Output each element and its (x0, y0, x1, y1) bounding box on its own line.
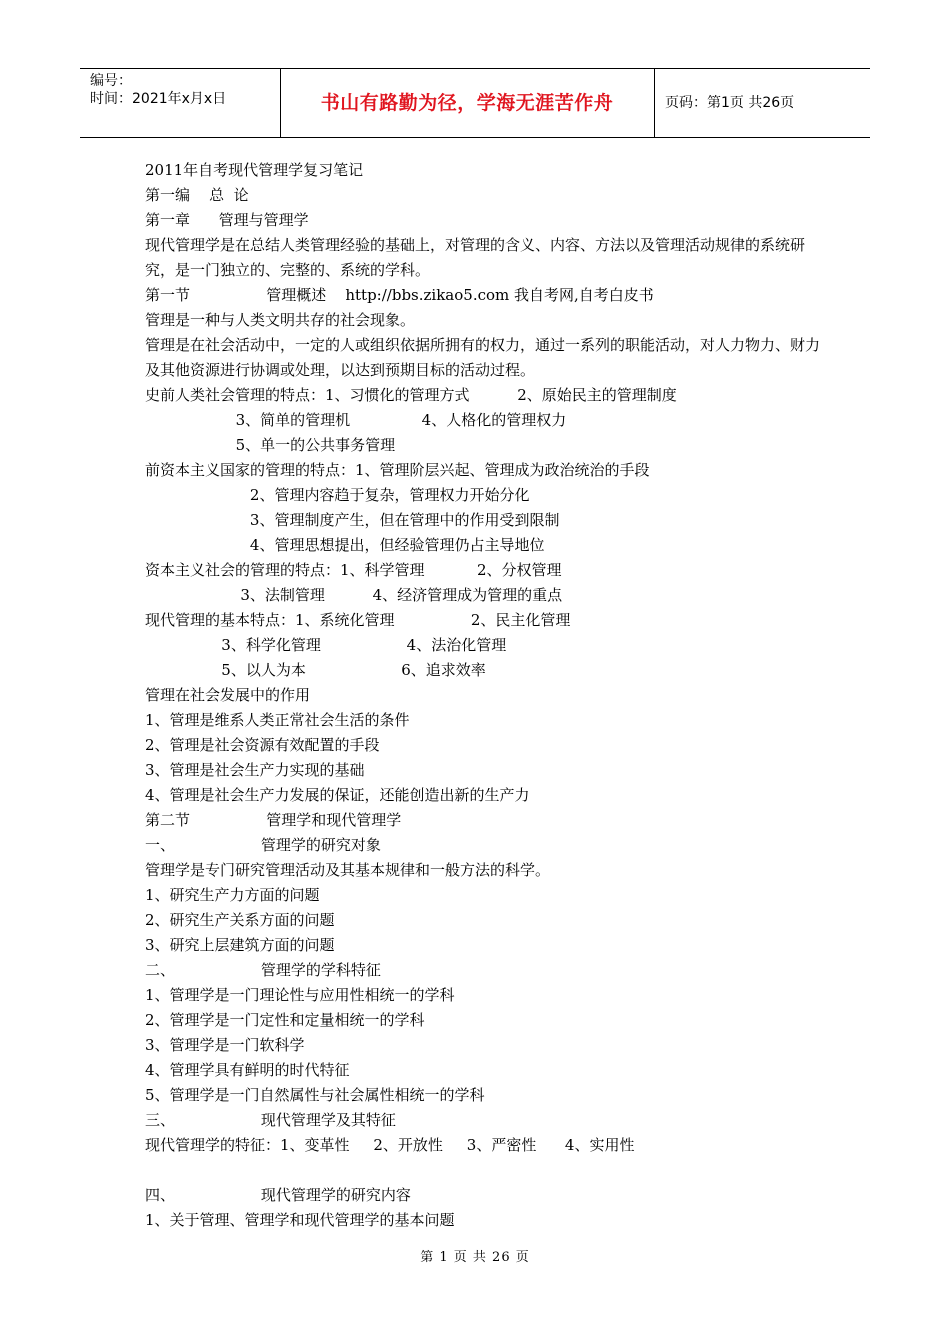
paragraph: 现代管理学是在总结人类管理经验的基础上，对管理的含义、内容、方法以及管理活动规律的系统研究，是一门独立的、完整的、系统的学科。 (145, 236, 806, 279)
document-body (145, 158, 825, 1233)
text-line: 管理在社会发展中的作用 (145, 686, 311, 704)
page-code: 页码：第1页 共26页 (665, 95, 795, 111)
list-item: 1、研究生产力方面的问题 (145, 886, 320, 904)
list-item: 2、研究生产关系方面的问题 (145, 911, 335, 929)
chapter-heading: 第一章 管理与管理学 (145, 211, 309, 229)
part-heading: 第一编 总 论 (145, 186, 249, 204)
text-line: 现代管理学的特征：1、变革性 2、开放性 3、严密性 4、实用性 (145, 1136, 635, 1154)
list-item: 4、管理是社会生产力发展的保证，还能创造出新的生产力 (145, 786, 530, 804)
time-label: 时间：2021年x月x日 (90, 91, 227, 107)
page-footer: 第 1 页 共 26 页 (420, 1250, 530, 1265)
list-item: 3、研究上层建筑方面的问题 (145, 936, 335, 954)
text-line: 5、单一的公共事务管理 (145, 436, 396, 454)
text-line: 3、科学化管理 4、法治化管理 (145, 636, 507, 654)
text-line: 3、管理制度产生，但在管理中的作用受到限制 (145, 511, 560, 529)
paragraph: 管理学是专门研究管理活动及其基本规律和一般方法的科学。 (145, 861, 551, 879)
list-item: 4、管理学具有鲜明的时代特征 (145, 1061, 350, 1079)
header-motto-cell (280, 69, 655, 137)
list-item: 1、关于管理、管理学和现代管理学的基本问题 (145, 1211, 455, 1229)
section-heading: 第一节 管理概述 http://bbs.zikao5.com 我自考网,自考白皮书 (145, 286, 654, 304)
text-line: 史前人类社会管理的特点：1、习惯化的管理方式 2、原始民主的管理制度 (145, 386, 677, 404)
text-line: 2、管理内容趋于复杂，管理权力开始分化 (145, 486, 530, 504)
motto-text: 书山有路勤为径，学海无涯苦作舟 (320, 92, 614, 114)
page-header (80, 68, 870, 138)
text-line: 4、管理思想提出，但经验管理仍占主导地位 (145, 536, 545, 554)
list-item: 3、管理是社会生产力实现的基础 (145, 761, 365, 779)
text-line: 资本主义社会的管理的特点：1、科学管理 2、分权管理 (145, 561, 562, 579)
text-line: 3、法制管理 4、经济管理成为管理的重点 (145, 586, 563, 604)
paragraph: 管理是在社会活动中，一定的人或组织依据所拥有的权力，通过一系列的职能活动，对人力物力、财力及其他资源进行协调或处理，以达到预期目标的活动过程。 (145, 336, 821, 379)
header-info-cell (80, 69, 281, 137)
blank-line (145, 1158, 825, 1183)
subsection-heading: 一、 管理学的研究对象 (145, 836, 381, 854)
list-item: 5、管理学是一门自然属性与社会属性相统一的学科 (145, 1086, 485, 1104)
subsection-heading: 二、 管理学的学科特征 (145, 961, 381, 979)
doc-title: 2011年自考现代管理学复习笔记 (145, 161, 364, 179)
text-line: 现代管理的基本特点：1、系统化管理 2、民主化管理 (145, 611, 571, 629)
list-item: 2、管理是社会资源有效配置的手段 (145, 736, 380, 754)
section-heading: 第二节 管理学和现代管理学 (145, 811, 402, 829)
list-item: 2、管理学是一门定性和定量相统一的学科 (145, 1011, 425, 1029)
text-line: 3、简单的管理机 4、人格化的管理权力 (145, 411, 567, 429)
list-item: 3、管理学是一门软科学 (145, 1036, 305, 1054)
paragraph: 管理是一种与人类文明共存的社会现象。 (145, 311, 416, 329)
text-line: 前资本主义国家的管理的特点：1、管理阶层兴起、管理成为政治统治的手段 (145, 461, 650, 479)
subsection-heading: 四、 现代管理学的研究内容 (145, 1186, 411, 1204)
subsection-heading: 三、 现代管理学及其特征 (145, 1111, 396, 1129)
list-item: 1、管理是维系人类正常社会生活的条件 (145, 711, 410, 729)
text-line: 5、以人为本 6、追求效率 (145, 661, 486, 679)
number-label: 编号： (90, 73, 132, 89)
header-page-cell (655, 69, 870, 137)
list-item: 1、管理学是一门理论性与应用性相统一的学科 (145, 986, 455, 1004)
